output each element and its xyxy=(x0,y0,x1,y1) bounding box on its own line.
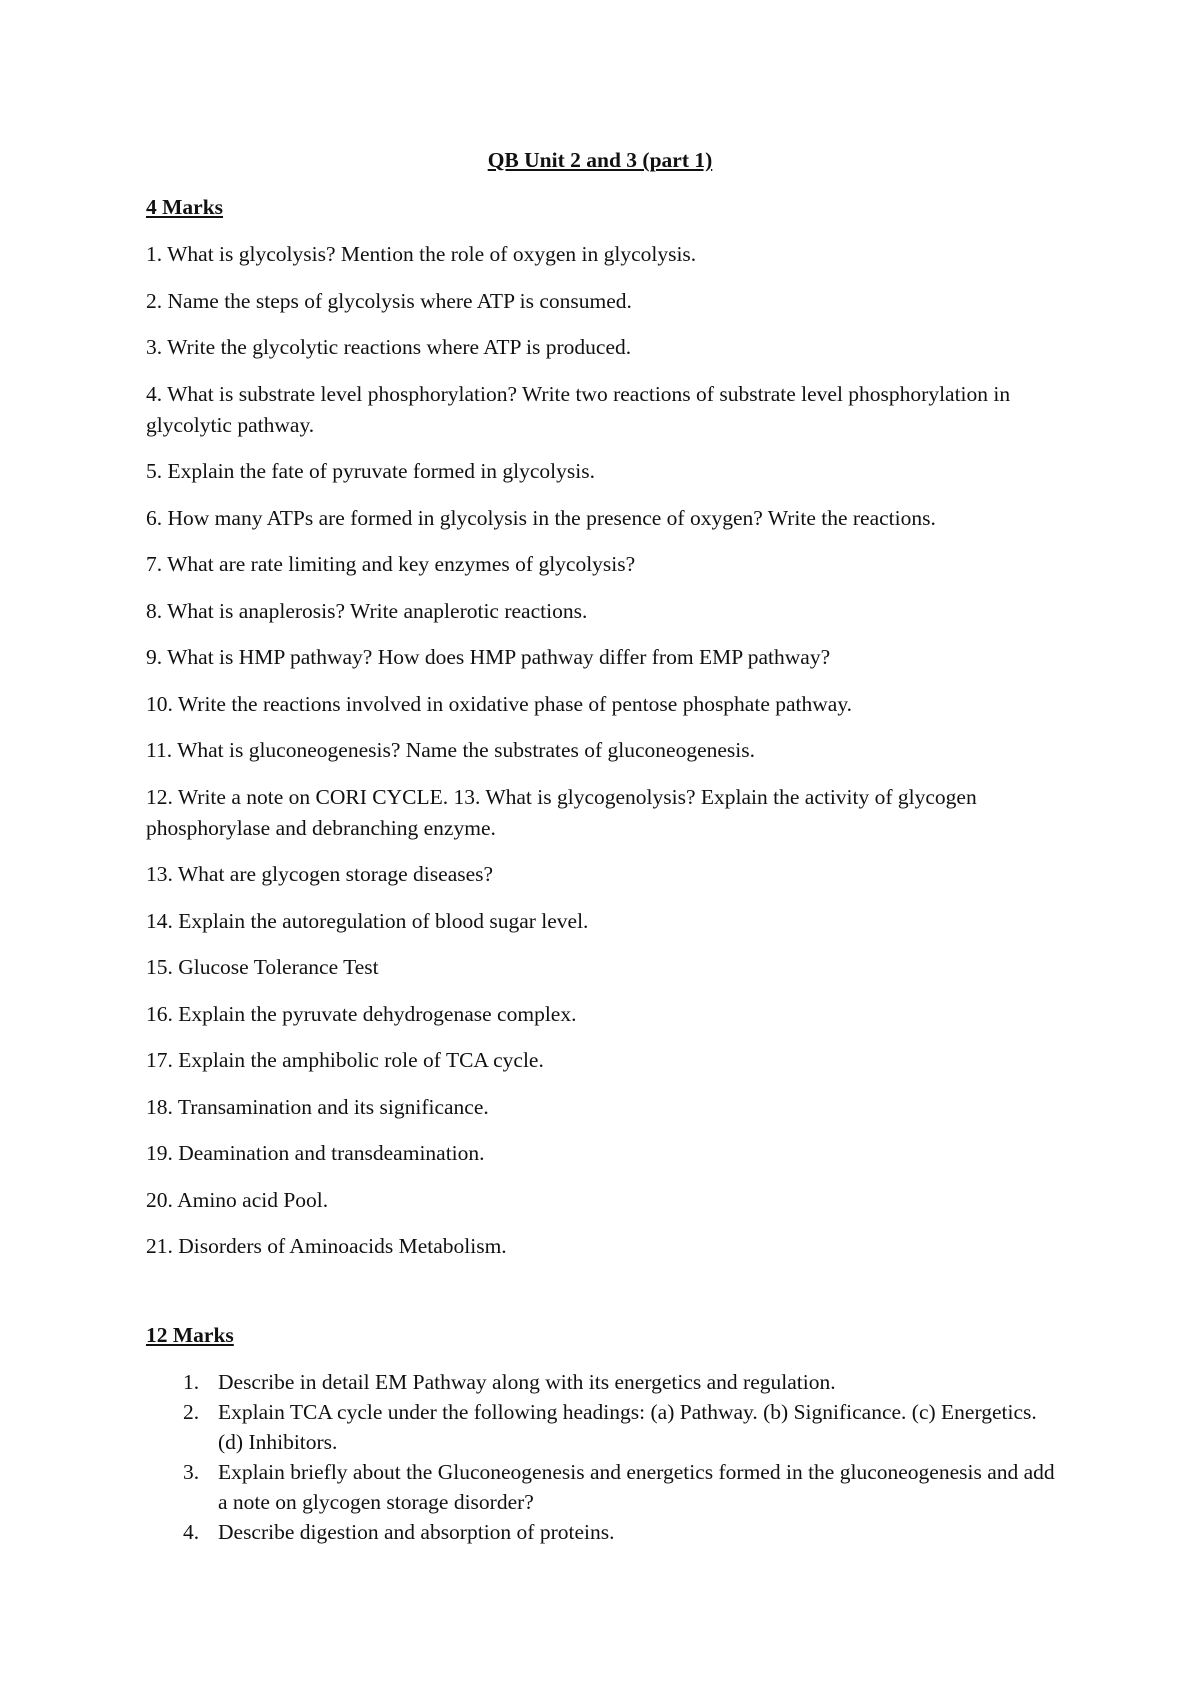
question-item: 4. What is substrate level phosphorylation? Write two reactions of substrate level phosphorylation in glycolytic pathway. xyxy=(146,381,1011,437)
four-marks-question-list xyxy=(146,239,1066,1278)
question-item: 16. Explain the pyruvate dehydrogenase complex. xyxy=(146,1001,577,1026)
twelve-marks-question-list xyxy=(146,1367,1066,1547)
question-item: 1. What is glycolysis? Mention the role of oxygen in glycolysis. xyxy=(146,242,697,266)
question-item: 18. Transamination and its significance. xyxy=(146,1094,489,1119)
question-item: 8. What is anaplerosis? Write anaplerotic reactions. xyxy=(146,598,588,623)
question-item xyxy=(146,1367,1066,1397)
question-item: 3. Write the glycolytic reactions where ATP is produced. xyxy=(146,335,632,359)
section-heading-12-marks: 12 Marks xyxy=(146,1323,234,1347)
question-number: 2. xyxy=(183,1400,200,1424)
question-text: Explain TCA cycle under the following headings: (a) Pathway. (b) Significance. (c) Energetics. (d) Inhibitors. xyxy=(218,1400,1037,1454)
question-item: 6. How many ATPs are formed in glycolysis in the presence of oxygen? Write the reactions. xyxy=(146,505,936,530)
question-text: Describe in detail EM Pathway along with its energetics and regulation. xyxy=(218,1370,836,1394)
question-item: 17. Explain the amphibolic role of TCA cycle. xyxy=(146,1048,544,1072)
question-item: 7. What are rate limiting and key enzymes of glycolysis? xyxy=(146,552,636,576)
question-item: 11. What is gluconeogenesis? Name the substrates of gluconeogenesis. xyxy=(146,738,756,762)
question-item xyxy=(146,1397,1066,1457)
question-item: 14. Explain the autoregulation of blood sugar level. xyxy=(146,908,589,933)
question-item: 21. Disorders of Aminoacids Metabolism. xyxy=(146,1234,507,1258)
question-item: 12. Write a note on CORI CYCLE. 13. What is glycogenolysis? Explain the activity of glycogen phosphorylase and debranching enzyme. xyxy=(146,784,977,840)
question-text: Explain briefly about the Gluconeogenesis and energetics formed in the gluconeogenesis and add a note on glycogen storage disorder? xyxy=(218,1460,1055,1514)
question-item: 2. Name the steps of glycolysis where ATP is consumed. xyxy=(146,288,632,313)
question-item: 20. Amino acid Pool. xyxy=(146,1187,329,1212)
question-item xyxy=(146,1457,1066,1517)
question-item: 10. Write the reactions involved in oxidative phase of pentose phosphate pathway. xyxy=(146,691,853,716)
question-item: 13. What are glycogen storage diseases? xyxy=(146,862,494,886)
question-number: 1. xyxy=(183,1370,200,1394)
question-item: 9. What is HMP pathway? How does HMP pathway differ from EMP pathway? xyxy=(146,645,831,669)
question-item: 15. Glucose Tolerance Test xyxy=(146,955,379,979)
document-title: QB Unit 2 and 3 (part 1) xyxy=(487,148,713,172)
question-number: 3. xyxy=(183,1460,200,1484)
question-item: 19. Deamination and transdeamination. xyxy=(146,1141,485,1165)
question-number: 4. xyxy=(183,1520,200,1544)
question-item xyxy=(146,1517,1066,1547)
section-heading-4-marks: 4 Marks xyxy=(146,195,224,219)
question-text: Describe digestion and absorption of proteins. xyxy=(218,1520,615,1544)
question-item: 5. Explain the fate of pyruvate formed in glycolysis. xyxy=(146,459,595,483)
